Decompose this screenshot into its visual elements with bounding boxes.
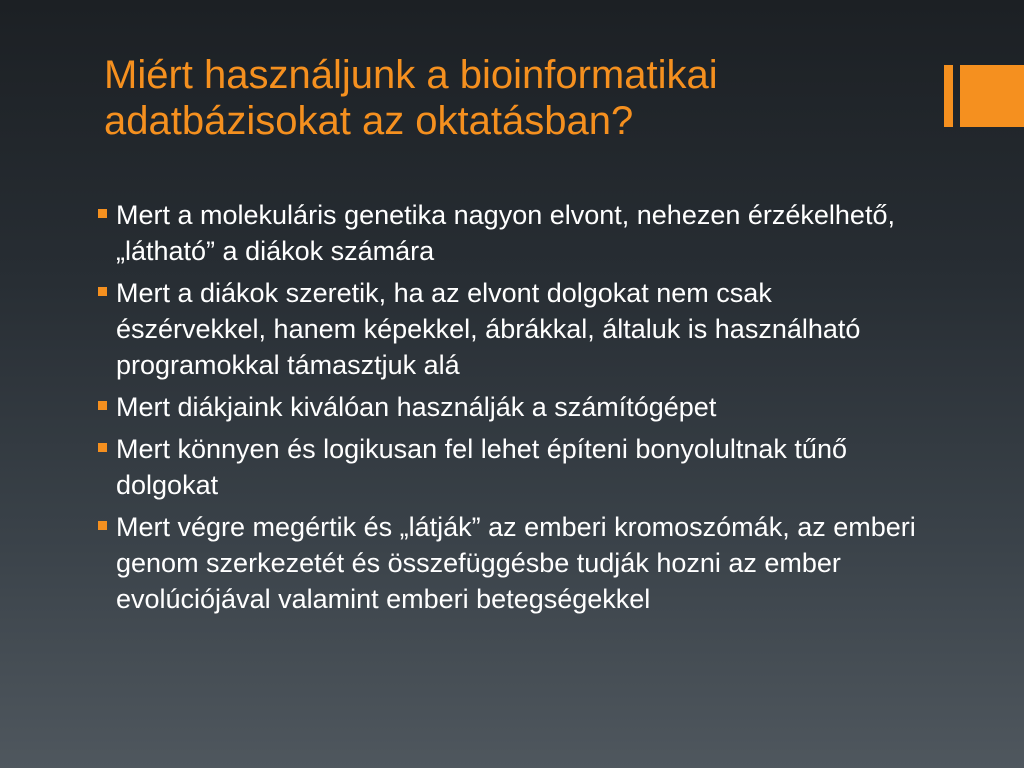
bullet-text: Mert a molekuláris genetika nagyon elvont, nehezen érzékelhető, „látható” a diákok számára bbox=[116, 200, 895, 266]
bullet-item-2 bbox=[96, 275, 926, 383]
bullet-text: Mert végre megértik és „látják” az emberi kromoszómák, az emberi genom szerkezetét és összefüggésbe tudják hozni az ember evolúciójával valamint emberi betegségekkel bbox=[116, 512, 916, 614]
slide-title-line-1: Miért használjunk a bioinformatikai bbox=[104, 53, 718, 97]
bullet-text: Mert a diákok szeretik, ha az elvont dolgokat nem csak észérvekkel, hanem képekkel, ábrákkal, általuk is használható programokkal támasztjuk alá bbox=[116, 278, 861, 380]
orange-square-bullet-icon bbox=[98, 401, 107, 410]
bullet-text: Mert könnyen és logikusan fel lehet építeni bonyolultnak tűnő dolgokat bbox=[116, 434, 847, 500]
bullet-item-4 bbox=[96, 431, 926, 503]
orange-bars-accent-icon bbox=[944, 65, 1024, 127]
bullet-item-5 bbox=[96, 509, 926, 617]
accent-bar-thick bbox=[960, 65, 1024, 127]
orange-square-bullet-icon bbox=[98, 209, 107, 218]
bullet-item-3 bbox=[96, 389, 926, 425]
bullet-text: Mert diákjaink kiválóan használják a számítógépet bbox=[116, 392, 717, 422]
accent-bar-thin bbox=[944, 65, 953, 127]
bullet-item-1 bbox=[96, 197, 926, 269]
bullet-list bbox=[96, 197, 926, 623]
orange-square-bullet-icon bbox=[98, 521, 107, 530]
slide-title-line-2: adatbázisokat az oktatásban? bbox=[104, 99, 634, 143]
orange-square-bullet-icon bbox=[98, 443, 107, 452]
orange-square-bullet-icon bbox=[98, 287, 107, 296]
slide-title bbox=[104, 52, 924, 144]
